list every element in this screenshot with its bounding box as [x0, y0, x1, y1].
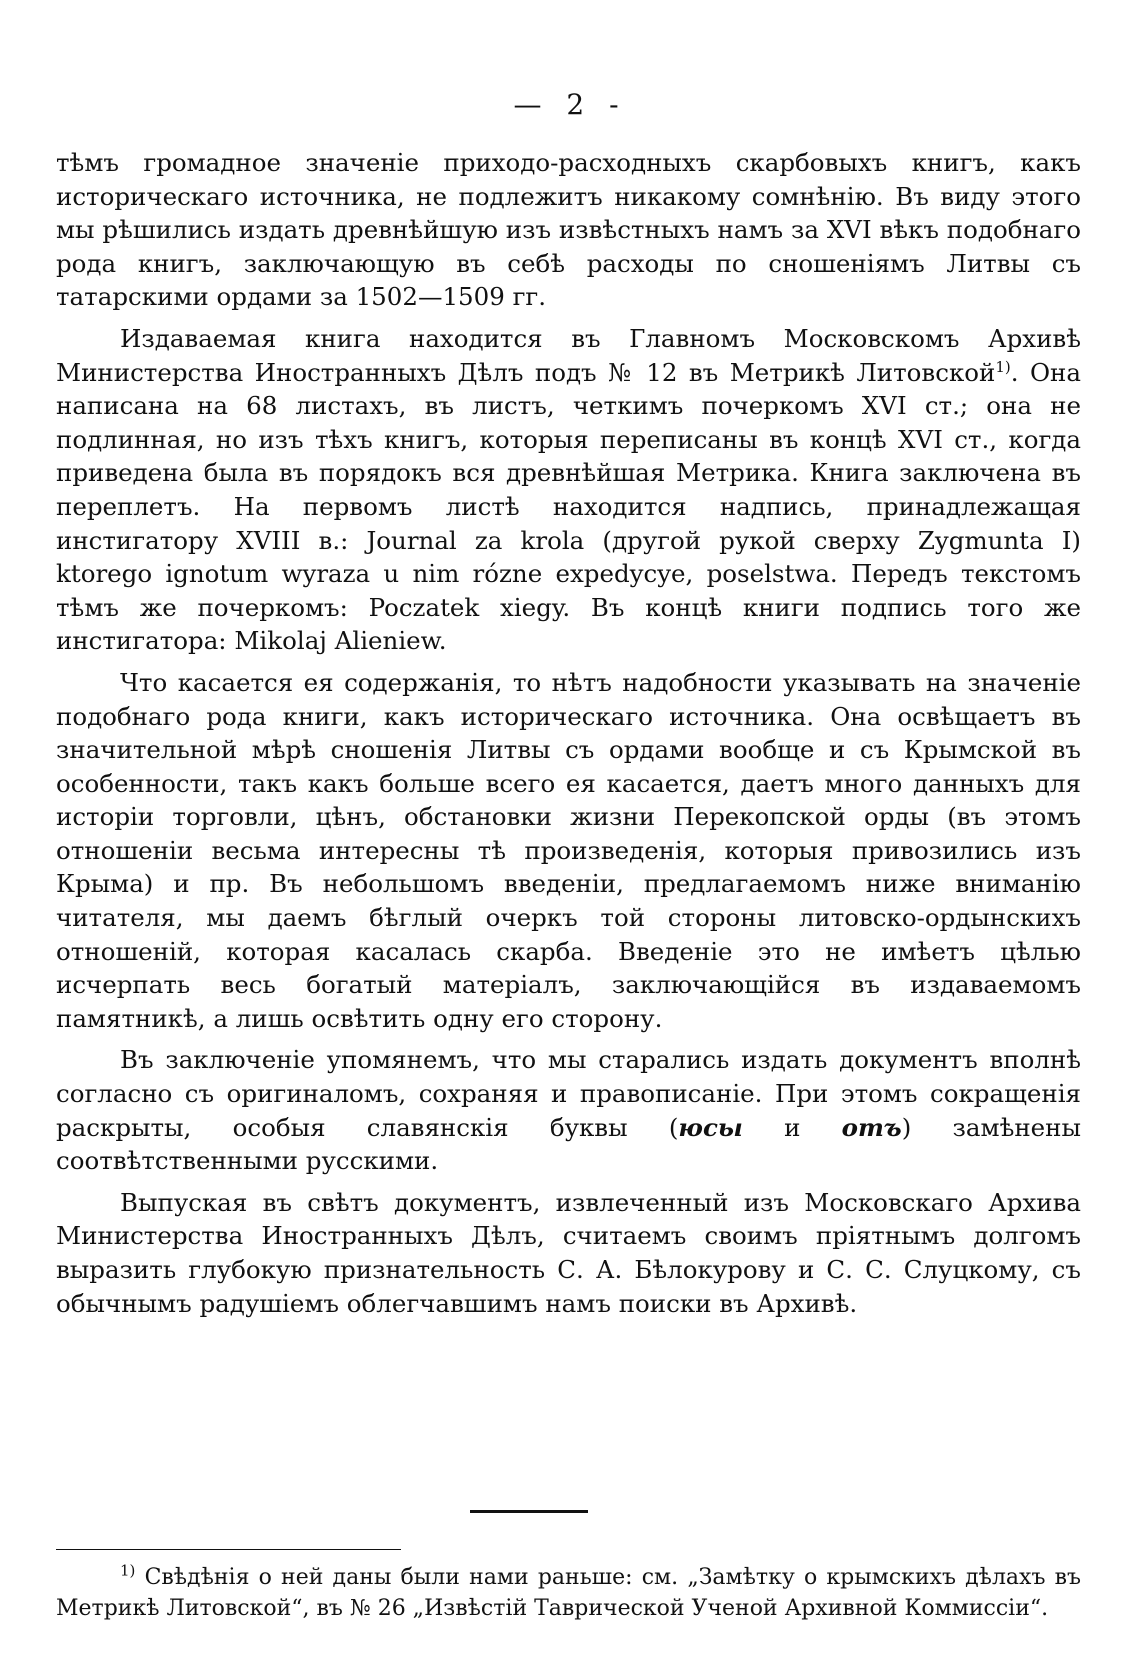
page-number: — 2 -: [513, 88, 627, 121]
text-span: Выпуская въ свѣтъ документъ, извлеченный изъ Московскаго Архива Министерства Иностранныхъ Дѣлъ, считаемъ своимъ пріятнымъ долгомъ выразить глубокую признательность С. А. Бѣлокурову и С. С. Слуцкому, съ обычнымъ радушіемъ облегчавшимъ намъ поиски въ Архивѣ.: [56, 1187, 1081, 1318]
main-text: [56, 146, 1081, 1328]
text-span: Что касается ея содержанія, то нѣтъ надобности указывать на значеніе подобнаго рода книги, какъ историческаго источника. Она освѣщаетъ въ значительной мѣрѣ сношенія Литвы съ ордами вообще и съ Крымской въ особенности, такъ какъ больше всего ея касается, даетъ много данныхъ для исторіи торговли, цѣнъ, обстановки жизни Перекопской орды (въ этомъ отношеніи весьма интересны тѣ произведенія, которыя привозились изъ Крыма) и пр. Въ небольшомъ введеніи, предлагаемомъ ниже вниманію читателя, мы даемъ бѣглый очеркъ той стороны литовско-ордынскихъ отношеній, которая касалась скарба. Введеніе это не имѣетъ цѣлью исчерпать весь богатый матеріалъ, заключающійся въ издаваемомъ памятникѣ, а лишь освѣтить одну его сторону.: [56, 667, 1081, 1033]
text-span: и: [742, 1112, 842, 1142]
footnote-text: Свѣдѣнія о ней даны были нами раньше: см. „Замѣтку о крымскихъ дѣлахъ въ Метрикѣ Литовской“, въ № 26 „Извѣстій Таврической Ученой Архивной Коммиссіи“.: [56, 1565, 1081, 1621]
footnote-paragraph: [56, 1562, 1081, 1624]
italic-term: отъ: [841, 1112, 902, 1142]
paragraph-5: [56, 1186, 1081, 1320]
footnote-marker: 1): [120, 1561, 136, 1580]
text-span: тѣмъ громадное значеніе приходо-расходныхъ скарбовыхъ книгъ, какъ историческаго источника, не подлежитъ никакому сомнѣнію. Въ виду этого мы рѣшились издать древнѣйшую изъ извѣстныхъ намъ за XVI вѣкъ подобнаго рода книгъ, заключающую въ себѣ расходы по сношеніямъ Литвы съ татарскими ордами за 1502—1509 гг.: [56, 148, 1081, 312]
text-span: Издаваемая книга находится въ Главномъ Московскомъ Архивѣ Министерства Иностранныхъ Дѣлъ подъ № 12 въ Метрикѣ Литовской: [56, 323, 1081, 387]
text-span: . Она написана на 68 листахъ, въ листъ, четкимъ почеркомъ XVI ст.; она не подлинная, но изъ тѣхъ книгъ, которыя переписаны въ концѣ XVI ст., когда приведена была въ порядокъ вся древнѣйшая Метрика. Книга заключена въ переплетъ. На первомъ листѣ находится надпись, принадлежащая инстигатору XVIII в.: Journal za krola (другой рукой сверху Zygmunta I) ktorego ignotum wyraza u nim rózne expedycye, poselstwa. Передъ текстомъ тѣмъ же почеркомъ: Poczatek xiegy. Въ концѣ книги подпись того же инстигатора: Mikolaj Alieniew.: [56, 357, 1081, 656]
text-span: Въ заключеніе упомянемъ, что мы старались издать документъ вполнѣ согласно съ оригиналомъ, сохраняя и правописаніе. При этомъ сокращенія раскрыты, особыя славянскія буквы (: [56, 1045, 1081, 1142]
text-span: ) замѣнены соотвѣтственными русскими.: [56, 1112, 1082, 1176]
italic-term: юсы: [678, 1112, 743, 1142]
paragraph-1: [56, 146, 1081, 314]
paragraph-2: [56, 322, 1081, 658]
end-rule: [470, 1510, 588, 1513]
footnote-rule: [56, 1549, 401, 1550]
paragraph-3: [56, 666, 1081, 1036]
paragraph-4: [56, 1043, 1081, 1177]
footnote: [56, 1562, 1081, 1624]
footnote-reference[interactable]: 1): [995, 357, 1011, 376]
